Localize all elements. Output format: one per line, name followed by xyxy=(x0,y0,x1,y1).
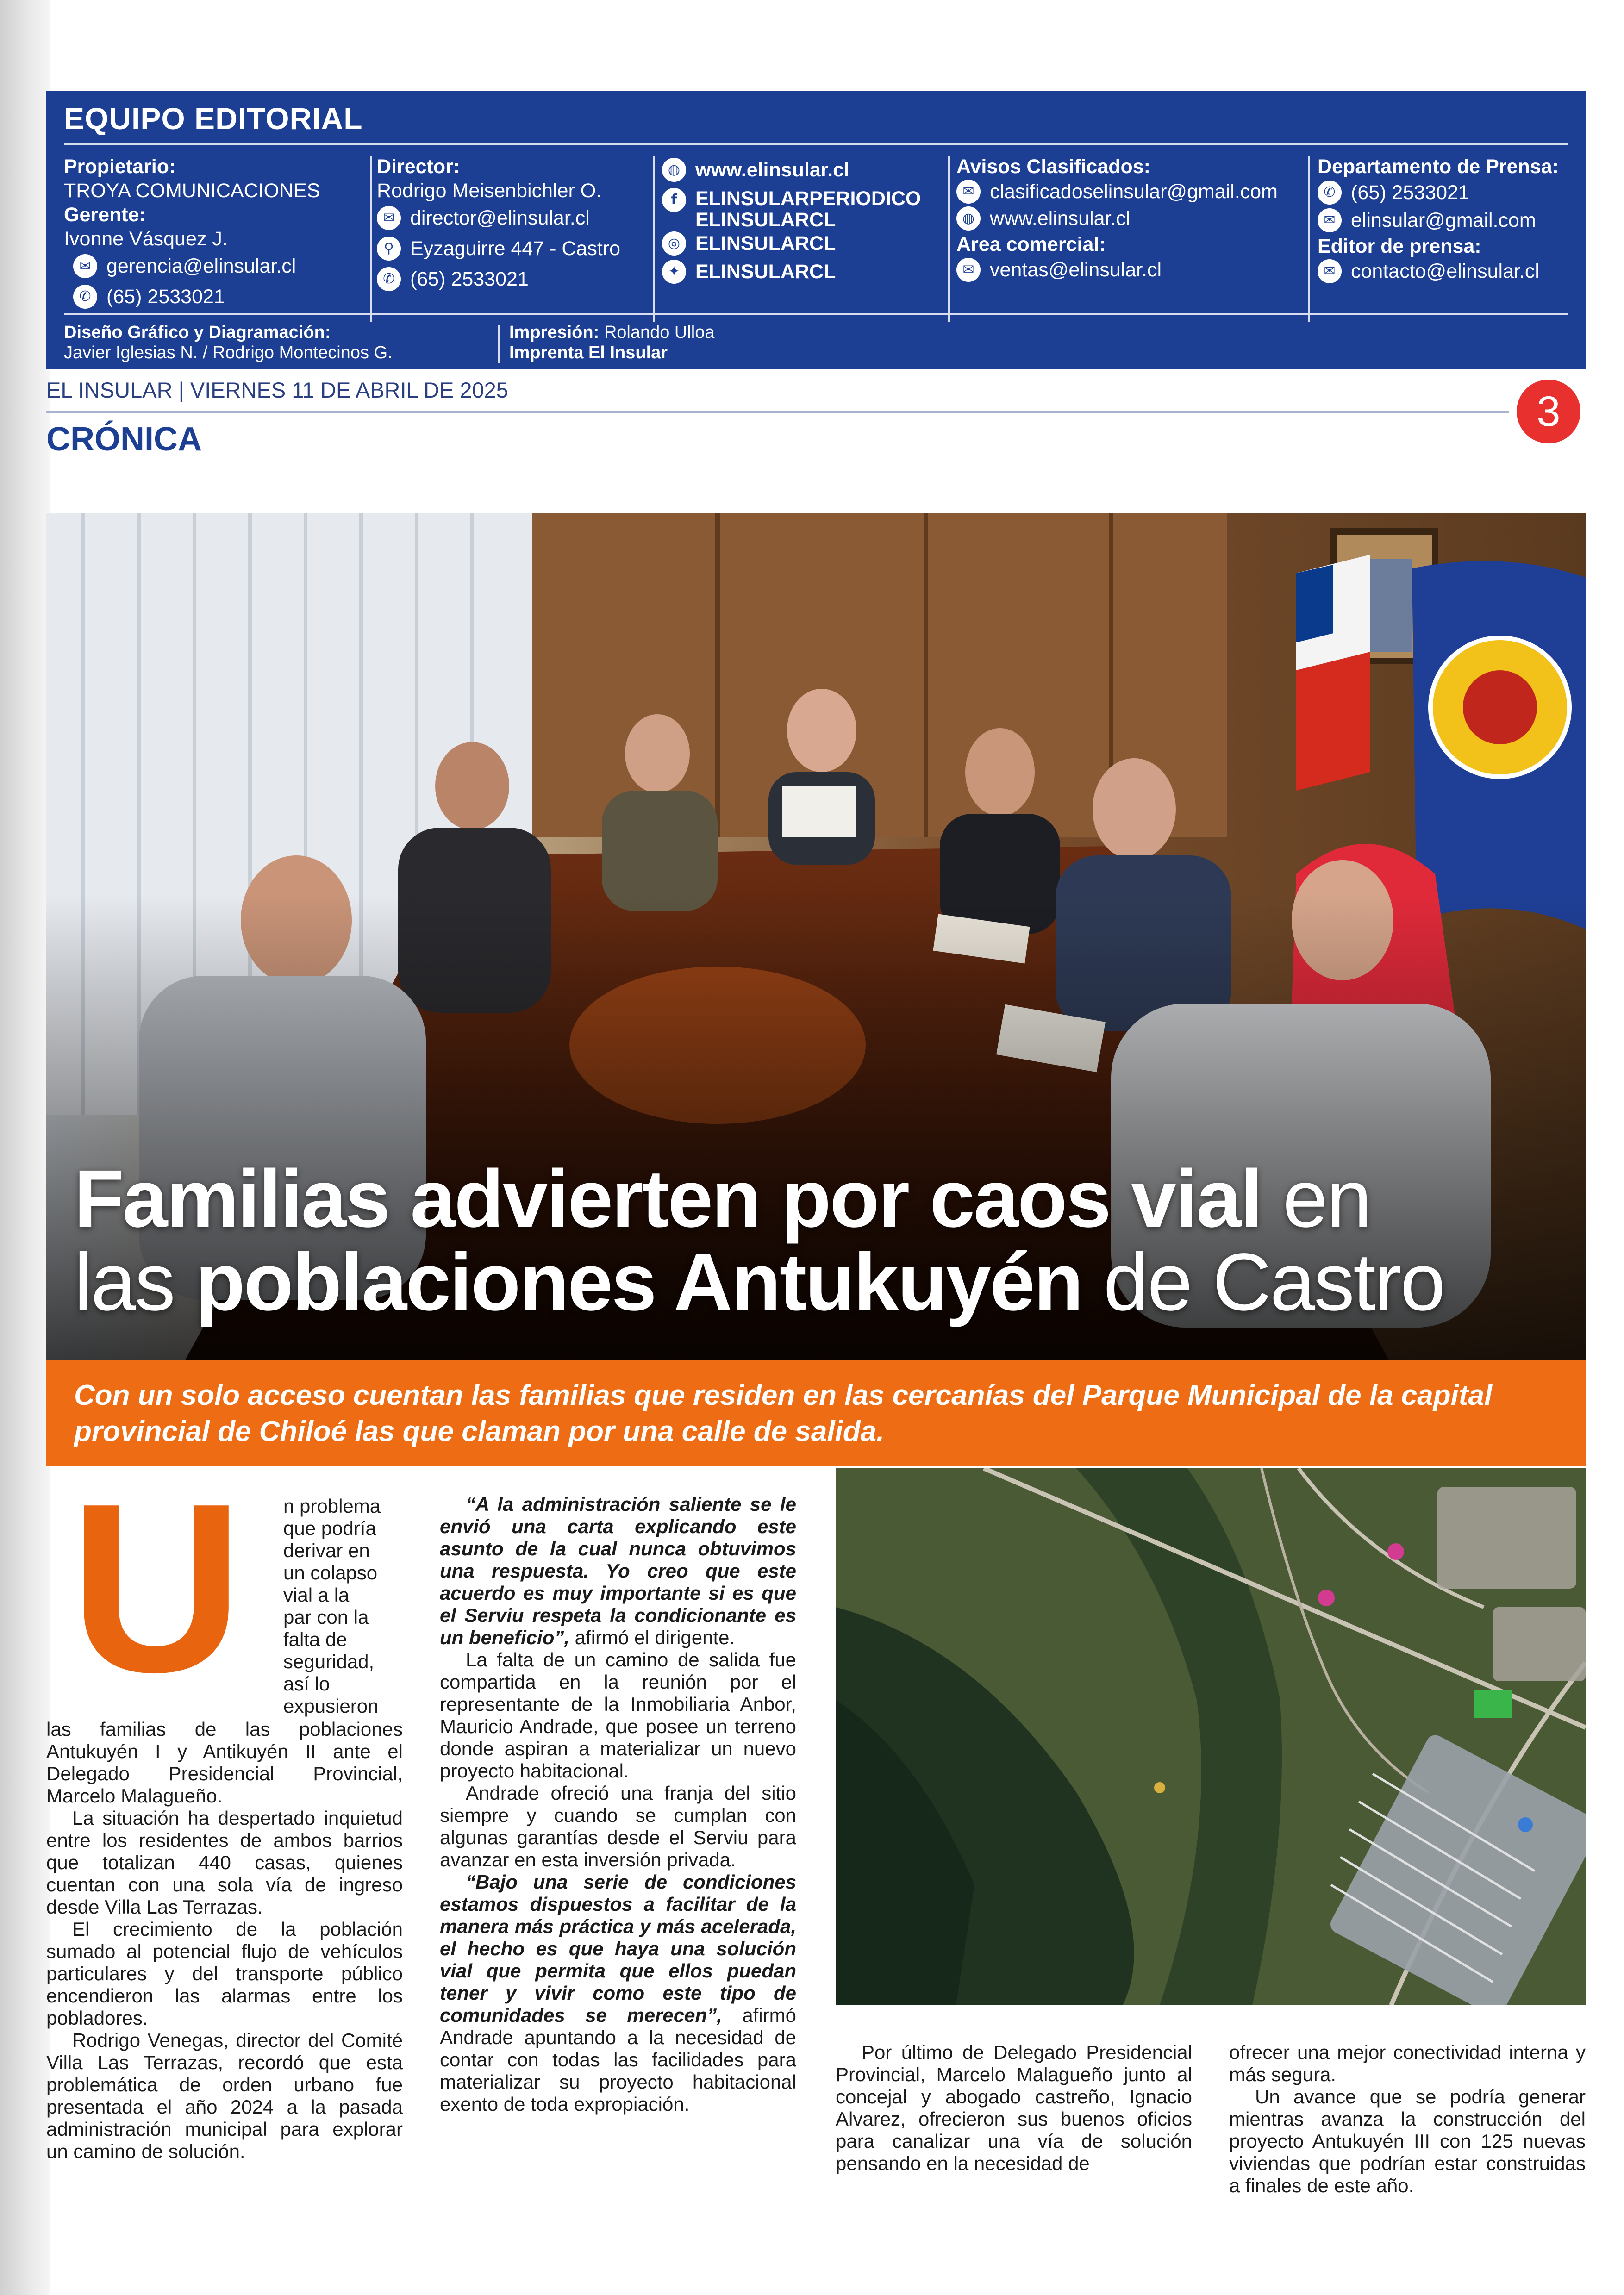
email-icon: ✉ xyxy=(1318,259,1342,283)
quote-2-attribution: afirmó Andrade apuntando a la necesidad de contar con todas las facilidades para materializar su proyecto habitacional exento de toda expropiación. xyxy=(440,2004,797,2115)
email-icon: ✉ xyxy=(377,206,401,230)
subtitle-box xyxy=(46,1360,1586,1466)
editorial-divider xyxy=(498,325,500,363)
gerente-email[interactable]: gerencia@elinsular.cl xyxy=(106,255,296,277)
quote-paragraph xyxy=(440,1871,796,2115)
prensa-email[interactable]: elinsular@gmail.com xyxy=(1351,209,1536,231)
twitter-handle[interactable]: ELINSULARCL xyxy=(695,261,836,283)
editorial-divider xyxy=(653,156,655,322)
page-edge-shadow xyxy=(0,0,50,2295)
paragraph: Por último de Delegado Presidencial Provincial, Marcelo Malagueño junto al concejal y abogado castreño, Ignacio Alvarez, ofrecieron sus buenos oficios para canalizar una vía de solución pensando en la necesidad de xyxy=(836,2041,1192,2174)
editorial-print-credit xyxy=(509,322,715,363)
headline-bold-1: Familias advierten por caos vial xyxy=(74,1154,1262,1244)
website-link[interactable]: www.elinsular.cl xyxy=(695,159,849,181)
intro-line: así lo xyxy=(283,1673,330,1695)
imprenta-value: Imprenta El Insular xyxy=(509,343,668,362)
quote-paragraph xyxy=(440,1493,796,1649)
column-1-intro xyxy=(283,1495,403,1717)
editorial-design-credit xyxy=(64,322,393,363)
address: Eyzaguirre 447 - Castro xyxy=(410,237,621,260)
editorial-top-rule xyxy=(64,143,1568,145)
quote-1: “A la administración saliente se le envió una carta explicando este asunto de la cual nunca obtuvimos una respuesta. Yo creo que este acuerdo es muy importante si es que el Serviu respeta la condicionante es un beneficio”, xyxy=(440,1493,796,1648)
editorial-social-column xyxy=(662,155,977,287)
column-2 xyxy=(440,1493,796,2115)
prensa-label: Departamento de Prensa: xyxy=(1318,156,1559,178)
phone-icon: ✆ xyxy=(377,267,401,291)
headline xyxy=(74,1154,1579,1328)
subtitle: Con un solo acceso cuentan las familias que residen en las cercanías del Parque Municipal de la capital provincial de Chiloé las que claman por una calle de salida. xyxy=(74,1379,1493,1447)
quote-1-attribution: afirmó el dirigente. xyxy=(569,1627,735,1648)
phone-icon: ✆ xyxy=(1318,181,1342,205)
intro-line: n problema xyxy=(283,1495,381,1517)
director-phone: (65) 2533021 xyxy=(410,268,529,290)
intro-line: derivar en xyxy=(283,1540,370,1561)
email-icon: ✉ xyxy=(956,180,981,204)
paragraph: Rodrigo Venegas, director del Comité Villa Las Terrazas, recordó que esta problemática de orden urbano fue presentada el año 2024 a la pasada administración municipal para explorar un camino de solución. xyxy=(46,2029,403,2162)
email-icon: ✉ xyxy=(956,258,981,282)
page-number: 3 xyxy=(1517,380,1580,443)
aerial-map-photo xyxy=(836,1468,1586,2005)
drop-cap-letter: U xyxy=(69,1493,244,1678)
avisos-website[interactable]: www.elinsular.cl xyxy=(990,207,1131,230)
director-email[interactable]: director@elinsular.cl xyxy=(410,207,590,229)
area-comercial-label: Area comercial: xyxy=(956,233,1106,256)
globe-icon: ◍ xyxy=(956,206,981,231)
propietario-value: TROYA COMUNICACIONES xyxy=(64,180,320,202)
impresion-label: Impresión: xyxy=(509,323,600,342)
editor-email[interactable]: contacto@elinsular.cl xyxy=(1351,260,1539,282)
gerente-phone: (65) 2533021 xyxy=(106,286,225,308)
editorial-owner-column xyxy=(64,155,360,312)
director-label: Director: xyxy=(377,156,460,178)
drop-cap xyxy=(69,1493,264,1678)
phone-icon: ✆ xyxy=(73,285,97,309)
paragraph: La falta de un camino de salida fue compartida en la reunión por el representante de la Inmobiliaria Anbor, Mauricio Andrade, que posee un terreno donde aspiran a materializar un nuevo proyecto habitacional. xyxy=(440,1649,796,1782)
headline-line-2 xyxy=(74,1237,1579,1328)
globe-icon: ◍ xyxy=(662,158,686,182)
column-4 xyxy=(1229,2041,1586,2197)
editorial-divider xyxy=(948,156,950,322)
impresion-value: Rolando Ulloa xyxy=(604,323,715,342)
dateline: EL INSULAR | VIERNES 11 DE ABRIL DE 2025 xyxy=(46,378,508,402)
instagram-handle[interactable]: ELINSULARCL xyxy=(695,232,836,255)
headline-line-1 xyxy=(74,1154,1579,1244)
paragraph: las familias de las poblaciones Antukuyén I y Antikuyén II ante el Delegado Presidencial Provincial, Marcelo Malagueño. xyxy=(46,1718,403,1807)
paragraph: Andrade ofreció una franja del sitio siempre y cuando se cumplan con algunas garantías desde el Serviu para avanzar en esta inversión privada. xyxy=(440,1782,796,1871)
editorial-divider xyxy=(1308,156,1310,322)
intro-line: un colapso xyxy=(283,1562,378,1584)
instagram-icon: ◎ xyxy=(662,231,686,256)
editorial-press-column xyxy=(1318,155,1577,284)
gerente-label: Gerente: xyxy=(64,204,146,226)
editorial-director-column xyxy=(377,155,701,294)
intro-line: expusieron xyxy=(283,1695,379,1717)
paragraph: La situación ha despertado inquietud entre los residentes de ambos barrios que totalizan 440 casas, quienes cuentan con una sola vía de ingreso desde Villa Las Terrazas. xyxy=(46,1807,403,1918)
director-value: Rodrigo Meisenbichler O. xyxy=(377,180,602,202)
column-1 xyxy=(46,1718,403,2163)
diseno-value: Javier Iglesias N. / Rodrigo Montecinos G. xyxy=(64,343,393,362)
email-icon: ✉ xyxy=(1318,208,1342,232)
facebook-handle[interactable]: ELINSULARPERIODICO ELINSULARCL xyxy=(695,187,921,231)
intro-line: que podría xyxy=(283,1517,376,1539)
editorial-divider xyxy=(370,156,372,322)
avisos-email[interactable]: clasificadoselinsular@gmail.com xyxy=(990,181,1278,203)
intro-line: vial a la xyxy=(283,1584,350,1606)
facebook-icon: f xyxy=(662,188,686,212)
section-title: CRÓNICA xyxy=(46,421,202,458)
email-icon: ✉ xyxy=(73,254,97,278)
headline-light-3: de Castro xyxy=(1082,1237,1444,1328)
paragraph: ofrecer una mejor conectividad interna y más segura. xyxy=(1229,2041,1586,2085)
dateline-rule xyxy=(46,411,1509,413)
paragraph: El crecimiento de la población sumado al potencial flujo de vehículos particulares y del transporte público encendieron las alarmas entre los pobladores. xyxy=(46,1918,403,2029)
editorial-box xyxy=(46,91,1586,369)
prensa-phone: (65) 2533021 xyxy=(1351,181,1469,204)
editorial-title: EQUIPO EDITORIAL xyxy=(64,101,363,136)
twitter-icon: ✦ xyxy=(662,260,686,284)
column-3 xyxy=(836,2041,1192,2175)
location-pin-icon: ⚲ xyxy=(377,237,401,261)
area-comercial-email[interactable]: ventas@elinsular.cl xyxy=(990,259,1162,281)
intro-line: falta de xyxy=(283,1628,347,1650)
aerial-map-illustration xyxy=(836,1468,1586,2005)
avisos-label: Avisos Clasificados: xyxy=(956,156,1150,178)
headline-bold-2: poblaciones Antukuyén xyxy=(195,1237,1082,1328)
intro-line: seguridad, xyxy=(283,1651,375,1672)
editorial-bottom-rule xyxy=(64,313,1568,315)
headline-light-1: en xyxy=(1261,1154,1371,1244)
editor-label: Editor de prensa: xyxy=(1318,235,1481,257)
headline-light-2: las xyxy=(74,1237,195,1328)
editorial-ads-column xyxy=(956,155,1355,283)
gerente-value: Ivonne Vásquez J. xyxy=(64,228,228,250)
diseno-label: Diseño Gráfico y Diagramación: xyxy=(64,323,331,342)
intro-line: par con la xyxy=(283,1606,369,1628)
propietario-label: Propietario: xyxy=(64,156,176,178)
quote-2: “Bajo una serie de condiciones estamos dispuestos a facilitar de la manera más práctica y más acelerada, el hecho es que haya una solución vial que permita que ellos puedan tener y vivir como este tipo de comunidades se merecen”, xyxy=(440,1871,796,2026)
paragraph: Un avance que se podría generar mientras avanza la construcción del proyecto Antukuyén III con 125 nuevas viviendas que podrían estar construidas a finales de este año. xyxy=(1229,2086,1586,2196)
